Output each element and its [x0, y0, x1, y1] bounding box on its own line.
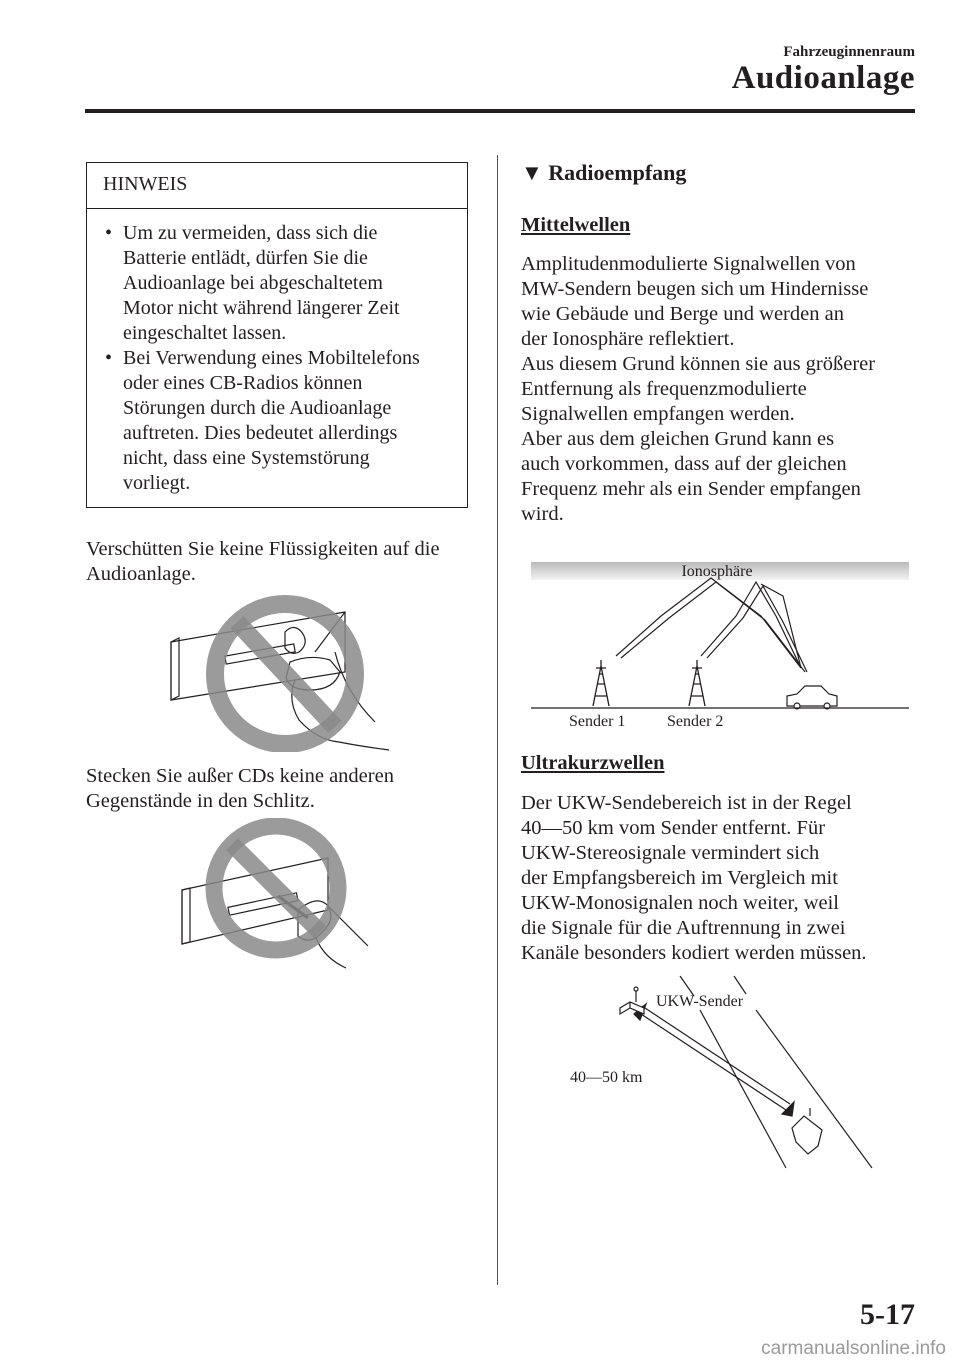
note-box	[86, 162, 468, 508]
paragraph-line: Entfernung als frequenzmodulierte	[521, 378, 807, 400]
slot-warning-paragraph	[86, 764, 394, 814]
note-line: nicht, dass eine Systemstörung	[123, 447, 370, 469]
ukw-subheading: Ultrakurzwellen	[521, 752, 665, 774]
antenna-icon	[620, 987, 644, 1014]
mw-reception-diagram	[521, 556, 913, 736]
paragraph-line: UKW-Monosignalen noch weiter, weil	[521, 892, 839, 914]
paragraph-line: Stecken Sie außer CDs keine anderen	[86, 765, 394, 787]
liquid-warning-paragraph	[86, 537, 440, 587]
wave-path	[707, 586, 807, 672]
paragraph-line: auch vorkommen, dass auf der gleichen	[521, 453, 847, 475]
paragraph-line: die Signale für die Auftrennung in zwei	[521, 917, 846, 939]
bullet-icon: •	[105, 222, 113, 244]
mw-subheading: Mittelwellen	[521, 214, 631, 236]
note-line: auftreten. Dies bedeutet allerdings	[123, 422, 398, 444]
paragraph-line: Frequenz mehr als ein Sender empfangen	[521, 478, 861, 500]
note-item	[105, 221, 455, 346]
car-icon	[787, 686, 837, 709]
watermark: carmanualsonline.info	[761, 1338, 946, 1359]
note-line: Batterie entlädt, dürfen Sie die	[123, 247, 368, 269]
paragraph-line: der Ionosphäre reflektiert.	[521, 328, 735, 350]
paragraph-line: MW-Sendern beugen sich um Hindernisse	[521, 278, 869, 300]
car-icon	[792, 1108, 822, 1154]
note-line: Störungen durch die Audioanlage	[123, 397, 392, 419]
note-line: eingeschaltet lassen.	[123, 322, 287, 344]
note-line: Audioanlage bei abgeschaltetem	[123, 272, 383, 294]
note-title: HINWEIS	[103, 173, 188, 195]
paragraph-line: Verschütten Sie keine Flüssigkeiten auf die	[86, 538, 440, 560]
tower-icon	[593, 660, 609, 706]
distance-label: 40—50 km	[570, 1069, 643, 1086]
paragraph-line: Audioanlage.	[86, 563, 196, 585]
column-divider	[497, 155, 498, 1285]
section-title: Fahrzeuginnenraum	[783, 44, 915, 60]
ukw-paragraph	[521, 791, 867, 966]
road-edge	[734, 976, 746, 994]
note-list	[87, 209, 467, 496]
paragraph-line: Gegenstände in den Schlitz.	[86, 790, 315, 812]
sender-1-label: Sender 1	[569, 713, 626, 730]
range-arrow	[638, 1006, 790, 1110]
note-line: Motor nicht während längerer Zeit	[123, 297, 400, 319]
ionosphere-label: Ionosphäre	[681, 563, 753, 580]
paragraph-line: der Empfangsbereich im Vergleich mit	[521, 867, 838, 889]
paragraph-line: Signalwellen empfangen werden.	[521, 403, 795, 425]
note-line: Bei Verwendung eines Mobiltelefons	[123, 347, 420, 369]
note-item	[105, 346, 455, 496]
ukw-range-diagram	[560, 972, 880, 1174]
paragraph-line: 40—50 km vom Sender entfernt. Für	[521, 817, 826, 839]
paragraph-line: UKW-Stereosignale vermindert sich	[521, 842, 820, 864]
wave-path	[701, 582, 801, 668]
note-line: oder eines CB-Radios können	[123, 372, 363, 394]
paragraph-line: Kanäle besonders kodiert werden müssen.	[521, 942, 867, 964]
paragraph-line: wie Gebäude und Berge und werden an	[521, 303, 844, 325]
header-rule	[85, 109, 915, 113]
paragraph-line: Der UKW-Sendebereich ist in der Regel	[521, 792, 852, 814]
wave-path	[616, 578, 801, 668]
no-objects-illustration	[178, 818, 378, 978]
note-line: Um zu vermeiden, dass sich die	[123, 222, 378, 244]
no-liquid-illustration	[165, 592, 390, 752]
paragraph-line: wird.	[521, 503, 564, 525]
triangle-down-icon: ▼	[521, 160, 543, 185]
paragraph-line: Aus diesem Grund können sie aus größerer	[521, 353, 876, 375]
chapter-title: Audioanlage	[731, 60, 915, 96]
mw-paragraph	[521, 252, 875, 527]
tower-icon	[689, 660, 705, 706]
page-number: 5-17	[860, 1298, 915, 1331]
paragraph-line: Aber aus dem gleichen Grund kann es	[521, 428, 835, 450]
section-heading	[521, 160, 686, 186]
sender-2-label: Sender 2	[667, 713, 724, 730]
section-heading-text: Radioempfang	[548, 160, 687, 185]
bullet-icon: •	[105, 347, 113, 369]
paragraph-line: Amplitudenmodulierte Signalwellen von	[521, 253, 856, 275]
note-line: vorliegt.	[123, 472, 191, 494]
ukw-sender-label: UKW-Sender	[656, 993, 744, 1010]
